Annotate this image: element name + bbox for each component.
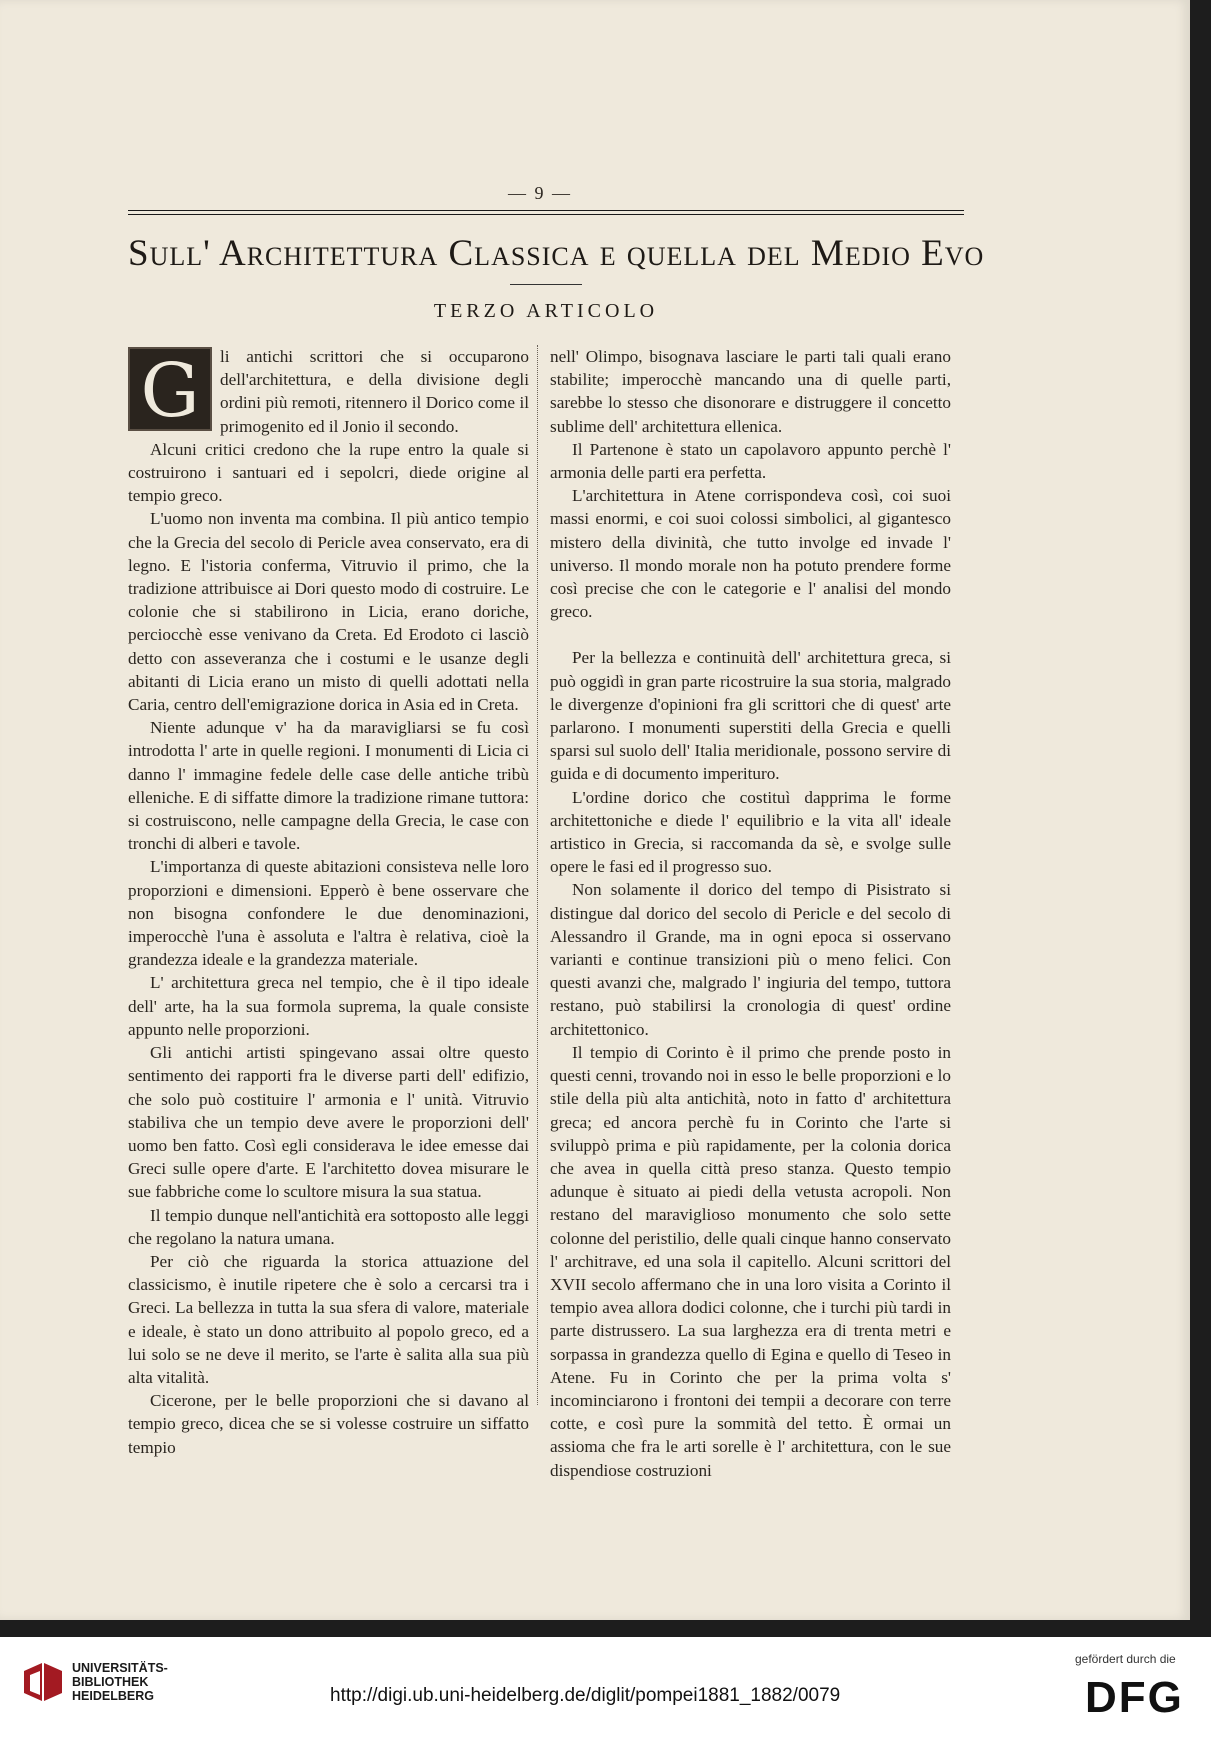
paragraph: Niente adunque v' ha da maravigliarsi se fu così introdotta l' arte in quelle regioni. I monumenti di Licia ci danno l' immagine fedele delle case delle antiche tribù elleniche. E di siffatte dimore la tradizione rimane tuttora: si costruiscono, nelle campagne della Grecia, le case con tronchi di alberi e tavole. — [128, 718, 529, 854]
article-subtitle: TERZO ARTICOLO — [433, 300, 659, 322]
left-column — [128, 345, 529, 1459]
dropcap-initial: G — [128, 347, 212, 431]
paragraph: L'importanza di queste abitazioni consisteva nelle loro proporzioni e dimensioni. Epperò è bene osservare che non bisogna confondere le due denominazioni, imperocchè l'una è assoluta e l'altra è relativa, cioè la grandezza ideale e la grandezza materiale. — [128, 857, 529, 970]
paragraph: L'uomo non inventa ma combina. Il più antico tempio che la Grecia del secolo di Pericle avea conservato, era di legno. E l'istoria conferma, Vitruvio il primo, che la tradizione attribuisce ai Dori questo modo di costruire. Le colonie che si stabilirono in Licia, erano doriche, perciocchè esse venivano da Creta. Ed Erodoto ci lasciò detto con asseveranza che i costumi e le usanze degli abitanti di Licia erano un misto di quelli adottati nella Caria, centro dell'emigrazione dorica in Asia ed in Creta. — [128, 509, 529, 715]
paragraph: G li antichi scrittori che si occuparono dell'architettura, e della divisione degli ordini più remoti, ritennero il Dorico come il primogenito ed il Jonio il secondo. — [128, 345, 529, 438]
paragraph: Alcuni critici credono che la rupe entro la quale si costruirono i santuari ed i sepolcri, diede origine al tempio greco. — [128, 439, 529, 506]
paragraph: Cicerone, per le belle proporzioni che si davano al tempio greco, dicea che se si volesse costruire un siffatto tempio — [128, 1391, 529, 1457]
page-number: — 9 — — [508, 183, 572, 203]
paragraph: L'architettura in Atene corrispondeva così, coi suoi massi enormi, e coi suoi colossi simbolici, al gigantesco mistero della divinità, che tutto involge ed invade l' universo. Il mondo morale non ha potuto prendere forme così precise che con le categorie e l' analisi del mondo greco. — [550, 486, 951, 622]
right-column — [550, 345, 951, 1482]
university-library-logo-icon — [20, 1661, 64, 1705]
paragraph: L'ordine dorico che costituì dapprima le forme architettoniche e diede l' equilibrio e la vita all' ideale artistico in Grecia, si raccomanda da sè, e svolge sulle opere le fasi ed il progresso suo. — [550, 787, 951, 877]
paragraph: Per la bellezza e continuità dell' architettura greca, si può oggidì in gran parte ricostruire la sua storia, malgrado le divergenze d'opinioni fra gli scrittori che di quest' arte parlarono. I monumenti superstiti della Grecia e quelli sparsi sul suolo dell' Italia meridionale, possono servire di guida e di documento imperituro. — [550, 648, 951, 784]
paragraph: Il tempio di Corinto è il primo che prende posto in questi cenni, trovando noi in esso le belle proporzioni e lo stile della più alta antichità, noto in fatto d' architettura greca; ed ancora perchè fu in Corinto che l'arte si sviluppò prima e più rapidamente, per la colonia dorica che avea in quella città preso stanza. Questo tempio adunque è situato ai piedi della vetusta acropoli. Non restano del maraviglioso monumento che solo sette colonne del peristilio, delle quali cinque hanno conservato l' architrave, ed una sola il capitello. Alcuni scrittori del XVII secolo affermano che in una loro visita a Corinto il tempio avea allora dodici colonne, che i turchi più tardi in parte distrussero. La sua larghezza era di trenta metri e sorpassa in grandezza quello di Egina e quello di Teseo in Atene. Fu in Corinto che per la prima volta s' incominciarono i frontoni dei tempii a decorare con terre cotte, e così pure la sommità del tetto. È ormai un assioma che fra le arti sorelle è l' architettura, con le sue dispendiose costruzioni — [550, 1042, 951, 1480]
header-rule — [128, 210, 964, 211]
column-divider — [537, 345, 538, 1405]
paragraph: Il Partenone è stato un capolavoro appunto perchè l' armonia delle parti era perfetta. — [550, 439, 951, 483]
dfg-logo: DFG — [1085, 1673, 1184, 1722]
funding-label: gefördert durch die — [1075, 1652, 1176, 1666]
university-library-name: UNIVERSITÄTS- BIBLIOTHEK HEIDELBERG — [72, 1661, 168, 1703]
viewer-footer — [0, 1637, 1211, 1737]
permalink-url[interactable]: http://digi.ub.uni-heidelberg.de/diglit/pompei1881_1882/0079 — [330, 1685, 841, 1706]
paragraph: Il tempio dunque nell'antichità era sottoposto alle leggi che regolano la natura umana. — [128, 1205, 529, 1248]
paragraph: L' architettura greca nel tempio, che è il tipo ideale dell' arte, ha la sua formola suprema, la quale consiste appunto nelle proporzioni. — [128, 973, 529, 1039]
header-rule-double — [128, 214, 964, 215]
title-divider — [510, 284, 582, 285]
paragraph: Gli antichi artisti spingevano assai oltre questo sentimento dei rapporti fra le diverse parti dell' edifizio, che solo può costituire l' armonia e l' unità. Vitruvio stabiliva che un tempio deve avere le proporzioni dell' uomo ben fatto. Così egli considerava le idee emesse dai Greci sulle opere d'arte. E l'architetto dovea misurare le sue fabbriche come lo scultore misura la sua statua. — [128, 1043, 529, 1202]
paragraph: nell' Olimpo, bisognava lasciare le parti tali quali erano stabilite; imperocchè mancando una di quelle parti, sarebbe lo stesso che disonorare e distruggere il concetto sublime dell' architettura ellenica. — [550, 347, 951, 436]
paragraph: Non solamente il dorico del tempo di Pisistrato si distingue dal dorico del secolo di Pericle e del secolo di Alessandro il Grande, ma in ogni epoca si osservano varianti e continue transizioni più o meno felici. Con questi avanzi che, malgrado l' ingiuria del tempo, tuttora restano, può stabilirsi la cronologia di quest' ordine architettonico. — [550, 880, 951, 1039]
article-title: Sull' Architettura Classica e quella del Medio Evo — [128, 233, 985, 274]
paragraph: Per ciò che riguarda la storica attuazione del classicismo, è inutile ripetere che è solo a cercarsi tra i Greci. La bellezza in tutta la sua sfera di valore, materiale e ideale, è stato un dono attribuito al popolo greco, ed a lui solo se ne deve il merito, se l'arte è salita alla sua più alta vitalità. — [128, 1251, 529, 1387]
